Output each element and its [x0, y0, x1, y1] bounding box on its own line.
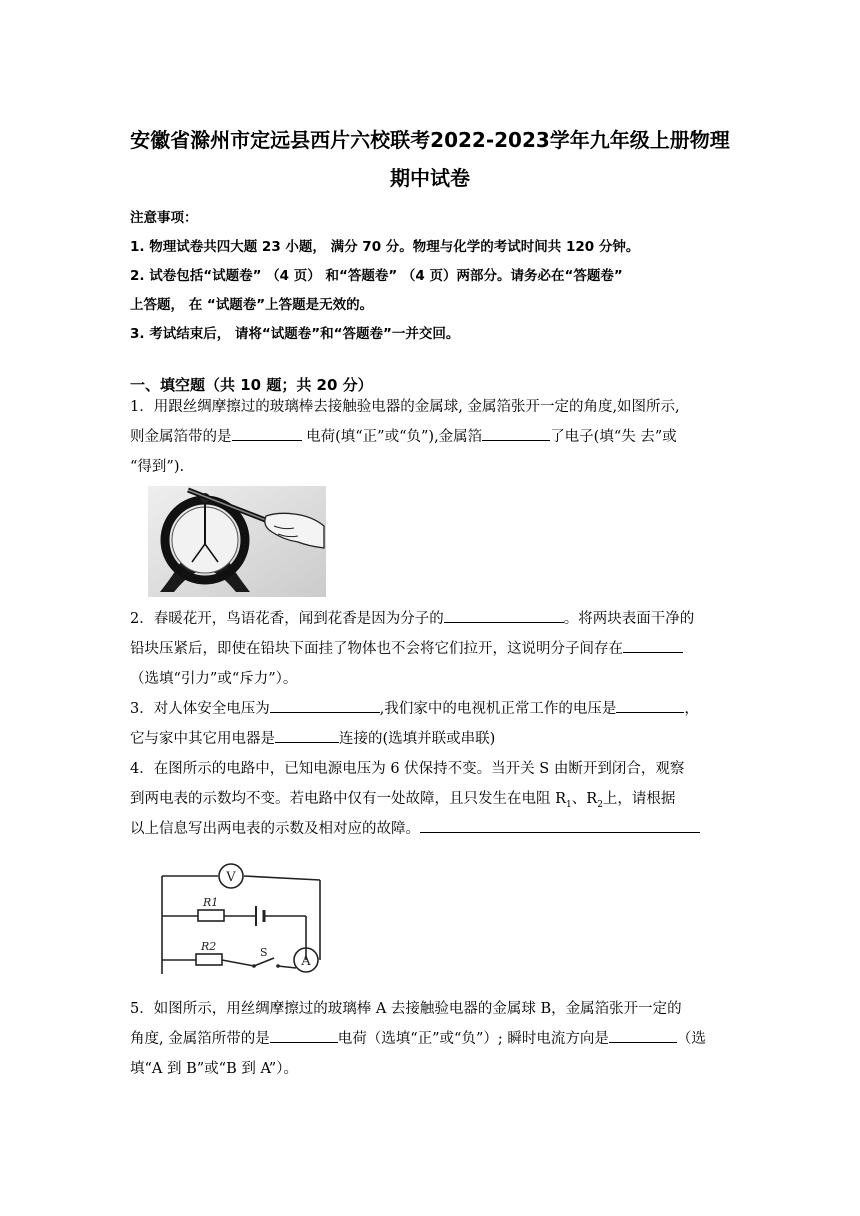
- answer-blank[interactable]: [444, 604, 564, 623]
- r2-label: R2: [201, 940, 217, 953]
- answer-blank[interactable]: [623, 634, 683, 653]
- electroscope-figure: [148, 486, 326, 597]
- question-5-text: 电荷（选填“正”或“负”）; 瞬时电流方向是: [337, 1031, 609, 1047]
- question-2-text: 铅块压紧后，即使在铅块下面挂了物体也不会将它们拉开，这说明分子间存在: [130, 641, 623, 657]
- question-4-text: 到两电表的示数均不变。若电路中仅有一处故障，且只发生在电阻 R: [130, 791, 567, 807]
- voltmeter-label: V: [226, 870, 236, 885]
- notes-heading: 注意事项：: [130, 210, 198, 226]
- answer-blank[interactable]: [275, 724, 339, 743]
- question-1-line3: “得到”).: [130, 459, 185, 475]
- subscript: 2: [597, 799, 603, 810]
- question-1-text: 了电子(填“失 去”或: [550, 429, 677, 445]
- answer-blank[interactable]: [482, 422, 550, 441]
- question-2-line1: [130, 604, 694, 634]
- switch-label: S: [260, 946, 268, 959]
- question-5-line1: 5．如图所示，用丝绸摩擦过的玻璃棒 A 去接触验电器的金属球 B，金属箔张开一定的: [130, 1001, 682, 1017]
- note-item: 3. 考试结束后， 请将“试题卷”和“答题卷”一并交回。: [130, 326, 460, 342]
- question-5-line3: 填“A 到 B”或“B 到 A”）。: [130, 1061, 298, 1077]
- section-heading: 一、填空题（共 10 题；共 20 分）: [130, 376, 373, 394]
- question-4-line1: 4．在图所示的电路中，已知电源电压为 6 伏保持不变。当开关 S 由断开到闭合，观察: [130, 761, 685, 777]
- ammeter-label: A: [301, 954, 311, 969]
- question-4-text: 、R: [571, 791, 598, 807]
- subscript: 1: [566, 799, 572, 810]
- answer-blank[interactable]: [232, 422, 302, 441]
- question-2-text: 。将两块表面干净的: [563, 611, 695, 627]
- question-4-text: 以上信息写出两电表的示数及相对应的故障。: [130, 821, 420, 837]
- note-item: 1. 物理试卷共四大题 23 小题， 满分 70 分。物理与化学的考试时间共 120 分钟。: [130, 239, 640, 255]
- circuit-diagram: [156, 856, 326, 980]
- question-4-text: 上，请根据: [602, 791, 676, 807]
- question-2-line3: （选填“引力”或“斥力”）。: [130, 671, 298, 687]
- note-item: 上答题， 在 “试题卷”上答题是无效的。: [130, 297, 374, 313]
- question-1-line2: [130, 422, 677, 452]
- question-3-text: ,我们家中的电视机正常工作的电压是: [379, 701, 617, 717]
- exam-title-line2: 期中试卷: [390, 166, 470, 190]
- question-1-text: 电荷(填“正”或“负”),金属箔: [301, 429, 483, 445]
- answer-blank[interactable]: [609, 1024, 677, 1043]
- question-1-text: 则金属箔带的是: [130, 429, 232, 445]
- question-2-text: 2．春暖花开，鸟语花香，闻到花香是因为分子的: [130, 611, 444, 627]
- question-5-text: 角度, 金属箔所带的是: [130, 1031, 270, 1047]
- question-3-line1: [130, 694, 699, 724]
- question-3-line2: [130, 724, 495, 754]
- r1-label: R1: [203, 896, 219, 909]
- question-5-text: （选: [676, 1031, 706, 1047]
- exam-title-line1: 安徽省滁州市定远县西片六校联考2022-2023学年九年级上册物理: [130, 128, 730, 152]
- question-5-line2: [130, 1024, 706, 1054]
- question-3-text: 它与家中其它用电器是: [130, 731, 275, 747]
- note-item: 2. 试卷包括“试题卷” （4 页） 和“答题卷” （4 页）两部分。请务必在“答题卷”: [130, 268, 623, 284]
- answer-blank[interactable]: [270, 694, 380, 713]
- answer-blank[interactable]: [616, 694, 684, 713]
- answer-blank[interactable]: [270, 1024, 338, 1043]
- question-3-text: 3．对人体安全电压为: [130, 701, 270, 717]
- question-3-text: 连接的(选填并联或串联): [339, 731, 496, 747]
- question-2-line2: [130, 634, 683, 664]
- question-4-line3: [130, 814, 700, 844]
- answer-blank[interactable]: [420, 814, 700, 833]
- question-1-line1: 1．用跟丝绸摩擦过的玻璃棒去接触验电器的金属球, 金属箔张开一定的角度,如图所示,: [130, 399, 680, 415]
- question-3-text: ，: [684, 701, 699, 717]
